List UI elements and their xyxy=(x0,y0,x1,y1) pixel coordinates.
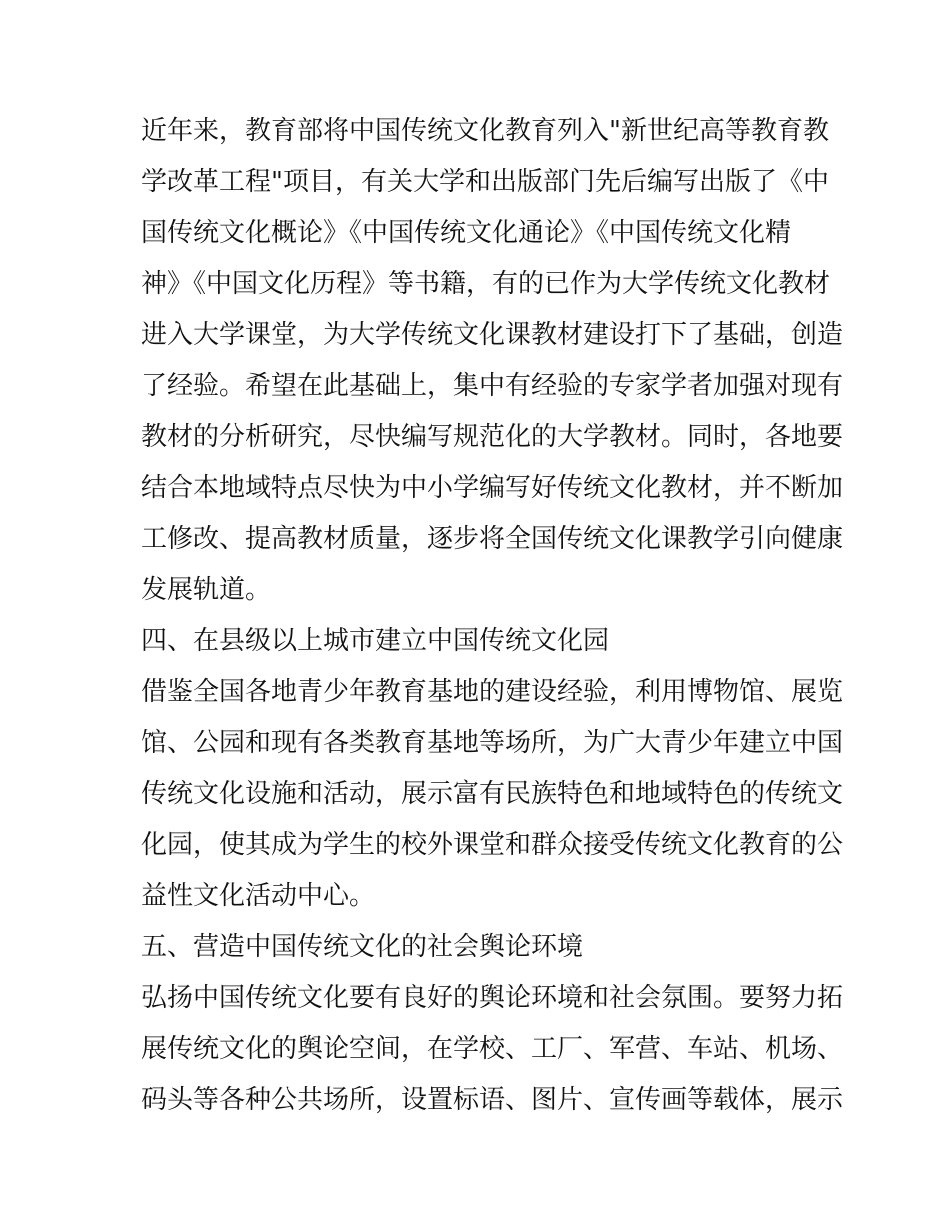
paragraph-line-3: 国传统文化概论》《中国传统文化通论》《中国传统文化精 xyxy=(141,218,792,248)
paragraph-line-6: 了经验。希望在此基础上，集中有经验的专家学者加强对现有 xyxy=(141,371,844,401)
paragraph-line-1: 近年来，教育部将中国传统文化教育列入"新世纪高等教育教 xyxy=(141,116,829,146)
paragraph-line-18: 弘扬中国传统文化要有良好的舆论环境和社会氛围。要努力拓 xyxy=(141,983,844,1013)
section-heading-4: 四、在县级以上城市建立中国传统文化园 xyxy=(141,626,610,656)
paragraph-line-5: 进入大学课堂，为大学传统文化课教材建设打下了基础，创造 xyxy=(141,320,844,350)
document-body xyxy=(141,106,844,1126)
paragraph-line-7: 教材的分析研究，尽快编写规范化的大学教材。同时，各地要 xyxy=(141,422,844,452)
paragraph-line-12: 借鉴全国各地青少年教育基地的建设经验，利用博物馆、展览 xyxy=(141,677,844,707)
paragraph-line-13: 馆、公园和现有各类教育基地等场所，为广大青少年建立中国 xyxy=(141,728,844,758)
paragraph-line-9: 工修改、提高教材质量，逐步将全国传统文化课教学引向健康 xyxy=(141,524,844,554)
paragraph-line-8: 结合本地域特点尽快为中小学编写好传统文化教材，并不断加 xyxy=(141,473,844,503)
section-heading-5: 五、营造中国传统文化的社会舆论环境 xyxy=(141,932,584,962)
paragraph-line-15: 化园，使其成为学生的校外课堂和群众接受传统文化教育的公 xyxy=(141,830,844,860)
paragraph-line-19: 展传统文化的舆论空间，在学校、工厂、军营、车站、机场、 xyxy=(141,1034,844,1064)
paragraph-line-16: 益性文化活动中心。 xyxy=(141,881,376,911)
paragraph-line-20: 码头等各种公共场所，设置标语、图片、宣传画等载体，展示 xyxy=(141,1085,844,1115)
paragraph-line-4: 神》《中国文化历程》等书籍，有的已作为大学传统文化教材 xyxy=(141,269,831,299)
paragraph-line-10: 发展轨道。 xyxy=(141,575,272,605)
paragraph-line-2: 学改革工程"项目，有关大学和出版部门先后编写出版了《中 xyxy=(141,167,829,197)
paragraph-line-14: 传统文化设施和活动，展示富有民族特色和地域特色的传统文 xyxy=(141,779,844,809)
